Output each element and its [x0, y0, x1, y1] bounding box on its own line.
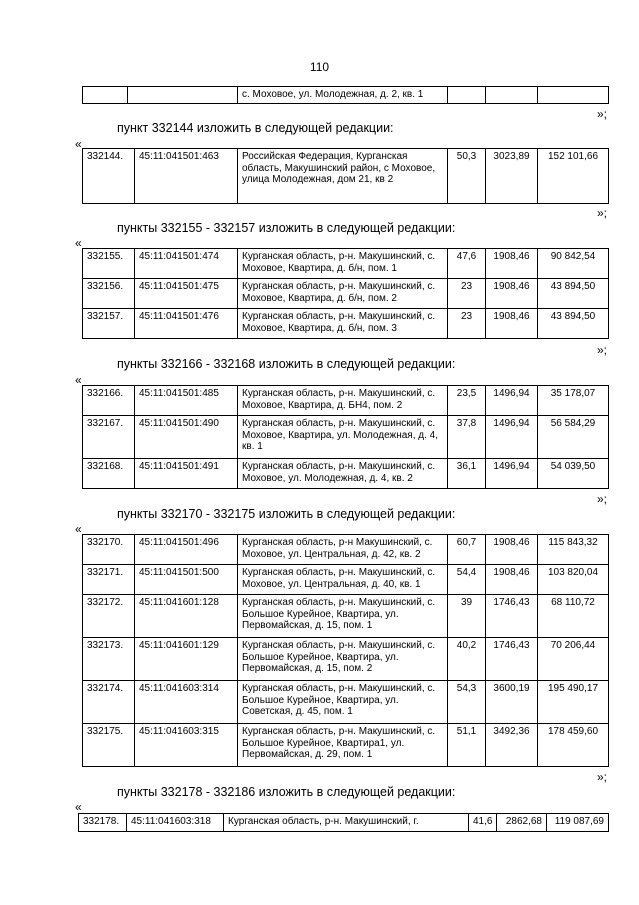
cadastral-number: 45:11:041501:476	[135, 309, 238, 339]
price-cell: 1908,46	[486, 249, 538, 279]
table-row	[83, 459, 609, 489]
table-row	[83, 681, 609, 724]
section-table	[82, 385, 609, 489]
price-cell: 2862,68	[497, 814, 547, 832]
area-cell: 54,3	[448, 681, 486, 724]
area-cell	[448, 87, 486, 104]
price-cell: 1496,94	[486, 386, 538, 416]
price-cell: 1908,46	[486, 309, 538, 339]
price-cell: 3023,89	[486, 149, 538, 204]
cadastral-number: 45:11:041601:128	[135, 595, 238, 638]
total-cell: 115 843,32	[538, 535, 609, 565]
cadastral-number: 45:11:041501:500	[135, 565, 238, 595]
cadastral-number: 45:11:041601:129	[135, 638, 238, 681]
table-row	[79, 814, 609, 832]
address-cell: Курганская область, р-н. Макушинский, с. Большое Курейное, Квартира1, ул. Первомайская, д. 29, пом. 1	[238, 724, 448, 767]
total-cell: 43 894,50	[538, 279, 609, 309]
opening-quote: «	[75, 373, 82, 387]
table-row	[83, 724, 609, 767]
address-cell: Курганская область, р-н. Макушинский, с. Большое Курейное, Квартира, ул. Первомайская, д. 15, пом. 1	[238, 595, 448, 638]
row-number: 332171.	[83, 565, 135, 595]
total-cell: 90 842,54	[538, 249, 609, 279]
cadastral-number: 45:11:041501:485	[135, 386, 238, 416]
total-cell: 195 490,17	[538, 681, 609, 724]
total-cell	[538, 87, 609, 104]
table-row	[83, 416, 609, 459]
price-cell: 3492,36	[486, 724, 538, 767]
address-cell: Российская Федерация, Курганская область, Макушинский район, с Моховое, улица Молодежная, дом 21, кв 2	[238, 149, 448, 204]
address-cell: Курганская область, р-н. Макушинский, с. Моховое, Квартира, д. б/н, пом. 1	[238, 249, 448, 279]
total-cell: 35 178,07	[538, 386, 609, 416]
row-number: 332166.	[83, 386, 135, 416]
row-number: 332144.	[83, 149, 135, 204]
address-cell: Курганская область, р-н. Макушинский, с. Моховое, Квартира, д. БН4, пом. 2	[238, 386, 448, 416]
area-cell: 60,7	[448, 535, 486, 565]
table-row	[83, 87, 609, 104]
address-cell: Курганская область, р-н. Макушинский, с. Моховое, Квартира, д. б/н, пом. 3	[238, 309, 448, 339]
total-cell: 103 820,04	[538, 565, 609, 595]
row-number: 332157.	[83, 309, 135, 339]
total-cell: 152 101,66	[538, 149, 609, 204]
opening-quote: «	[75, 236, 82, 250]
page-number: 110	[309, 60, 330, 74]
row-number: 332172.	[83, 595, 135, 638]
cadastral-number	[128, 87, 238, 104]
total-cell: 54 039,50	[538, 459, 609, 489]
row-number: 332155.	[83, 249, 135, 279]
area-cell: 23	[448, 279, 486, 309]
cadastral-number: 45:11:041501:474	[135, 249, 238, 279]
table-row	[83, 309, 609, 339]
cadastral-number: 45:11:041501:475	[135, 279, 238, 309]
address-cell: Курганская область, р-н. Макушинский, с. Моховое, ул. Центральная, д. 40, кв. 1	[238, 565, 448, 595]
table-row	[83, 279, 609, 309]
address-cell: Курганская область, р-н. Макушинский, г.	[224, 814, 469, 832]
opening-quote: «	[75, 800, 82, 814]
address-cell: с. Моховое, ул. Молодежная, д. 2, кв. 1	[238, 87, 448, 104]
area-cell: 23,5	[448, 386, 486, 416]
area-cell: 39	[448, 595, 486, 638]
row-number	[83, 87, 128, 104]
row-number: 332168.	[83, 459, 135, 489]
cadastral-number: 45:11:041603:314	[135, 681, 238, 724]
row-number: 332170.	[83, 535, 135, 565]
row-number: 332167.	[83, 416, 135, 459]
section-table	[82, 248, 609, 339]
price-cell: 1908,46	[486, 535, 538, 565]
area-cell: 47,6	[448, 249, 486, 279]
address-cell: Курганская область, р-н Макушинский, с. Моховое, ул. Центральная, д. 42, кв. 2	[238, 535, 448, 565]
row-number: 332174.	[83, 681, 135, 724]
cadastral-number: 45:11:041501:491	[135, 459, 238, 489]
total-cell: 70 206,44	[538, 638, 609, 681]
area-cell: 37,8	[448, 416, 486, 459]
price-cell: 1908,46	[486, 279, 538, 309]
table-row	[83, 595, 609, 638]
address-cell: Курганская область, р-н. Макушинский, с. Моховое, Квартира, д. б/н, пом. 2	[238, 279, 448, 309]
price-cell: 1746,43	[486, 638, 538, 681]
top-fragment-table	[82, 86, 609, 104]
closing-quote: »;	[596, 492, 607, 506]
total-cell: 178 459,60	[538, 724, 609, 767]
price-cell: 1746,43	[486, 595, 538, 638]
area-cell: 36,1	[448, 459, 486, 489]
total-cell: 56 584,29	[538, 416, 609, 459]
cadastral-number: 45:11:041501:463	[135, 149, 238, 204]
row-number: 332175.	[83, 724, 135, 767]
address-cell: Курганская область, р-н. Макушинский, с. Большое Курейное, Квартира, ул. Советская, д. 45, пом. 1	[238, 681, 448, 724]
row-number: 332156.	[83, 279, 135, 309]
cadastral-number: 45:11:041603:318	[127, 814, 224, 832]
section-table	[82, 148, 609, 204]
section-table	[82, 534, 609, 767]
area-cell: 41,6	[469, 814, 497, 832]
price-cell: 1496,94	[486, 459, 538, 489]
section-heading: пункт 332144 изложить в следующей редакции:	[117, 121, 394, 135]
section-heading: пункты 332178 - 332186 изложить в следующей редакции:	[117, 785, 456, 799]
area-cell: 54,4	[448, 565, 486, 595]
area-cell: 23	[448, 309, 486, 339]
price-cell: 3600,19	[486, 681, 538, 724]
opening-quote: «	[75, 522, 82, 536]
price-cell: 1908,46	[486, 565, 538, 595]
area-cell: 50,3	[448, 149, 486, 204]
price-cell: 1496,94	[486, 416, 538, 459]
table-row	[83, 249, 609, 279]
section-heading: пункты 332155 - 332157 изложить в следующей редакции:	[117, 221, 456, 235]
total-cell: 68 110,72	[538, 595, 609, 638]
closing-quote: »;	[596, 343, 607, 357]
area-cell: 51,1	[448, 724, 486, 767]
table-row	[83, 386, 609, 416]
cadastral-number: 45:11:041501:496	[135, 535, 238, 565]
cadastral-number: 45:11:041501:490	[135, 416, 238, 459]
opening-quote: «	[75, 137, 82, 151]
total-cell: 43 894,50	[538, 309, 609, 339]
cadastral-number: 45:11:041603:315	[135, 724, 238, 767]
address-cell: Курганская область, р-н. Макушинский, с. Большое Курейное, Квартира, ул. Первомайская, д. 15, пом. 2	[238, 638, 448, 681]
section-heading: пункты 332166 - 332168 изложить в следующей редакции:	[117, 357, 456, 371]
section-heading: пункты 332170 - 332175 изложить в следующей редакции:	[117, 507, 456, 521]
closing-quote: »;	[596, 107, 607, 121]
table-row	[83, 565, 609, 595]
total-cell: 119 087,69	[547, 814, 609, 832]
row-number: 332178.	[79, 814, 127, 832]
address-cell: Курганская область, р-н. Макушинский, с. Моховое, ул. Молодежная, д. 4, кв. 2	[238, 459, 448, 489]
closing-quote: »;	[596, 206, 607, 220]
address-cell: Курганская область, р-н. Макушинский, с. Моховое, Квартира, ул. Молодежная, д. 4, кв. 1	[238, 416, 448, 459]
section-table	[78, 813, 609, 832]
closing-quote: »;	[596, 770, 607, 784]
area-cell: 40,2	[448, 638, 486, 681]
row-number: 332173.	[83, 638, 135, 681]
table-row	[83, 535, 609, 565]
table-row	[83, 638, 609, 681]
table-row	[83, 149, 609, 204]
price-cell	[486, 87, 538, 104]
